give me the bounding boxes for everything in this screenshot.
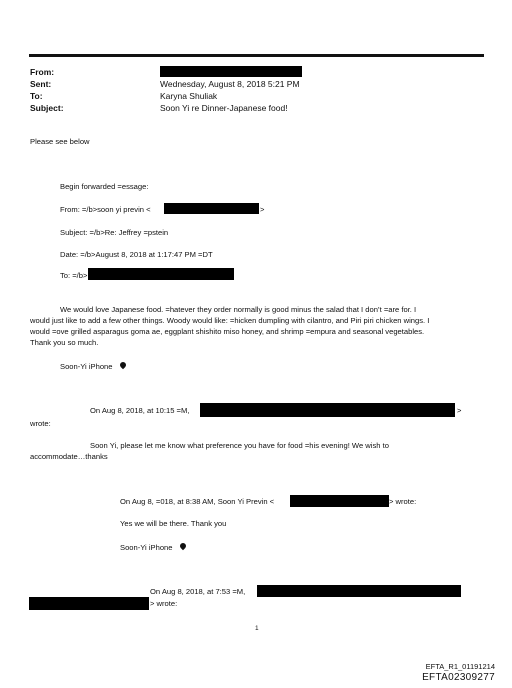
redaction-from xyxy=(160,66,302,77)
fw-date: Date: =/b>August 8, 2018 at 1:17:47 PM =DT xyxy=(60,250,213,259)
fw-subject: Subject: =/b>Re: Jeffrey =pstein xyxy=(60,228,169,237)
intro-text: Please see below xyxy=(30,137,90,146)
message-line-3: would =ove grilled asparagus goma ae, eggplant shishito miso honey, and shrimp =empura and seasonal vegetables. xyxy=(30,327,425,336)
fw-from-close: > xyxy=(260,205,265,214)
sent-label: Sent: xyxy=(30,79,52,89)
location-pin-icon xyxy=(179,542,187,550)
quote1-header: On Aug 8, 2018, at 10:15 =M, xyxy=(90,406,190,415)
signature-1: Soon-Yi iPhone xyxy=(60,362,113,371)
location-pin-icon xyxy=(119,361,127,369)
bates-small: EFTA_R1_01191214 xyxy=(425,662,495,671)
fw-to: To: =/b> xyxy=(60,271,88,280)
redaction-fw-from xyxy=(164,203,259,214)
redaction-quote3-a xyxy=(257,585,461,597)
signature-2: Soon-Yi iPhone xyxy=(120,543,173,552)
message-line-2: would just like to add a few other things. Woody would like: =hicken dumpling with cilantro, and Piri piri chicken wings. I xyxy=(30,316,430,325)
forwarded-begin: Begin forwarded =essage: xyxy=(60,182,149,191)
header-rule xyxy=(29,54,484,57)
subject-label: Subject: xyxy=(30,103,64,113)
to-label: To: xyxy=(30,91,43,101)
quote1-line-1: Soon Yi, please let me know what preference you have for food =his evening! We wish to xyxy=(90,441,389,450)
quote3-header: On Aug 8, 2018, at 7:53 =M, xyxy=(150,587,246,596)
page-number: 1 xyxy=(255,625,259,632)
from-label: From: xyxy=(30,67,55,77)
redaction-fw-to xyxy=(88,268,234,280)
fw-from: From: =/b>soon yi previn < xyxy=(60,205,151,214)
quote1-close: > xyxy=(457,406,462,415)
redaction-quote1 xyxy=(200,403,455,417)
redaction-quote2 xyxy=(290,495,389,507)
message-line-1: We would love Japanese food. =hatever they order normally is good minus the salad that I don’t =are for. I xyxy=(60,305,417,314)
sent-value: Wednesday, August 8, 2018 5:21 PM xyxy=(160,79,300,89)
to-value: Karyna Shuliak xyxy=(160,91,218,101)
quote2-reply: Yes we will be there. Thank you xyxy=(120,519,227,528)
quote2-wrote: > wrote: xyxy=(389,497,417,506)
message-line-4: Thank you so much. xyxy=(30,338,99,347)
redaction-quote3-b xyxy=(29,597,149,610)
quote1-line-2: accommodate…thanks xyxy=(30,452,108,461)
quote2-header: On Aug 8, =018, at 8:38 AM, Soon Yi Previn < xyxy=(120,497,275,506)
subject-value: Soon Yi re Dinner-Japanese food! xyxy=(160,103,288,113)
quote1-wrote: wrote: xyxy=(30,419,51,428)
bates-large: EFTA02309277 xyxy=(422,672,495,683)
quote3-wrote: > wrote: xyxy=(150,599,178,608)
